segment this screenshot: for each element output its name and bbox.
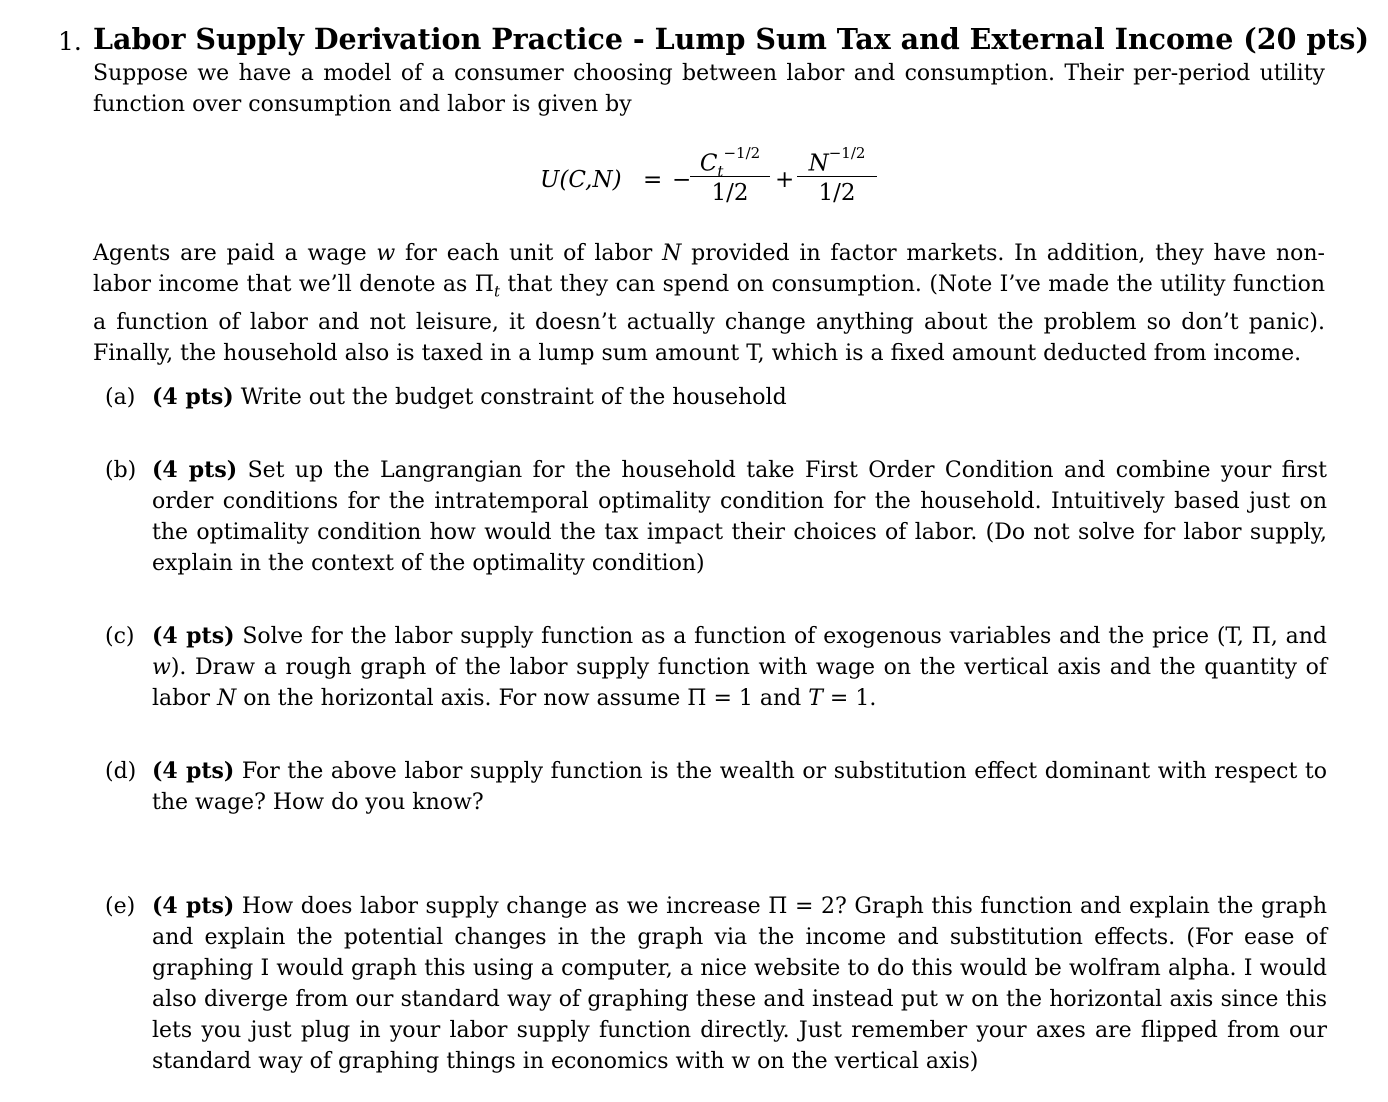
question-title: Labor Supply Derivation Practice - Lump Sum Tax and External Income (20 pts)	[93, 22, 1369, 56]
labor-symbol: N	[217, 686, 237, 711]
part-points: (4 pts)	[152, 623, 235, 649]
part-text: Set up the Langrangian for the household take First Order Condition and combine your first order conditions for the intratemporal optimality condition for the household. Intuitively based just on the optimality condition how would the tax impact their choices of labor. (Do not solve for labor supply, explain in the context of the optimality condition)	[152, 458, 1327, 576]
minus-sign: −	[672, 167, 692, 193]
utility-equation	[540, 140, 900, 220]
consumption-exponent: −1/2	[723, 144, 761, 162]
intro-text: Suppose we have a model of a consumer choosing between labor and consumption. Their per-period utility function over consumption and labor is given by	[93, 61, 1325, 117]
part-label: (b)	[105, 458, 137, 483]
question-number: 1.	[58, 27, 82, 56]
part-points: (4 pts)	[152, 384, 234, 410]
labor-symbol: N	[808, 150, 829, 177]
part-points: (4 pts)	[152, 758, 235, 784]
paragraph-text: that they can spend on consumption. (Note I’ve made the utility function a function of labor and not leisure, it doesn’t actually change anything about the problem so don’t panic). Finally, the household also is taxed in a lump sum amount T, which is a fixed amount deducted from income.	[93, 272, 1325, 367]
paragraph-text: for each unit of labor	[395, 241, 663, 266]
paragraph-text: provided in factor markets. In addition, they have non-labor income that we’ll denote as	[93, 241, 1325, 297]
equation-lhs: U(C,N)	[540, 167, 622, 193]
part-text: Write out the budget constraint of the household	[240, 385, 787, 410]
part-points: (4 pts)	[152, 893, 235, 919]
labor-symbol: N	[662, 241, 682, 266]
part-text: For the above labor supply function is the wealth or substitution effect dominant with respect to the wage? How do you know?	[152, 759, 1327, 815]
wage-symbol: w	[376, 241, 396, 266]
part-text: Solve for the labor supply function as a function of exogenous variables and the price (T, Π, and	[242, 624, 1328, 649]
part-label: (c)	[105, 624, 135, 649]
consumption-denominator: 1/2	[711, 180, 749, 206]
part-text: on the horizontal axis. For now assume Π = 1 and	[236, 686, 809, 711]
labor-denominator: 1/2	[818, 180, 856, 206]
context-paragraph	[93, 238, 1325, 369]
part-points: (4 pts)	[152, 457, 238, 483]
part-text: = 1.	[822, 686, 877, 711]
consumption-term	[690, 140, 770, 209]
wage-symbol: w	[152, 655, 171, 680]
tax-symbol: T	[808, 686, 823, 711]
consumption-subscript: t	[717, 162, 724, 181]
labor-term	[797, 140, 877, 209]
equals-sign: =	[643, 167, 663, 193]
plus-sign: +	[775, 167, 795, 193]
part-label: (d)	[105, 759, 137, 784]
profit-symbol: Π	[474, 272, 494, 297]
labor-exponent: −1/2	[828, 144, 866, 162]
part-label: (e)	[105, 894, 136, 919]
part-label: (a)	[105, 385, 136, 410]
paragraph-text: Agents are paid a wage	[93, 241, 377, 266]
part-text: ). Draw a rough graph of the labor supply function with wage on the vertical axis and the quantity of labor	[152, 655, 1327, 711]
profit-subscript: t	[493, 282, 500, 301]
consumption-symbol: C	[699, 150, 718, 177]
part-text: How does labor supply change as we increase Π = 2? Graph this function and explain the graph and explain the potential changes in the graph via the income and substitution effects. (For ease of graphing I would graph this using a computer, a nice website to do this would be wolfram alpha. I would also diverge from our standard way of graphing these and instead put w on the horizontal axis since this lets you just plug in your labor supply function directly. Just remember your axes are flipped from our standard way of graphing things in economics with w on the vertical axis)	[152, 894, 1327, 1074]
